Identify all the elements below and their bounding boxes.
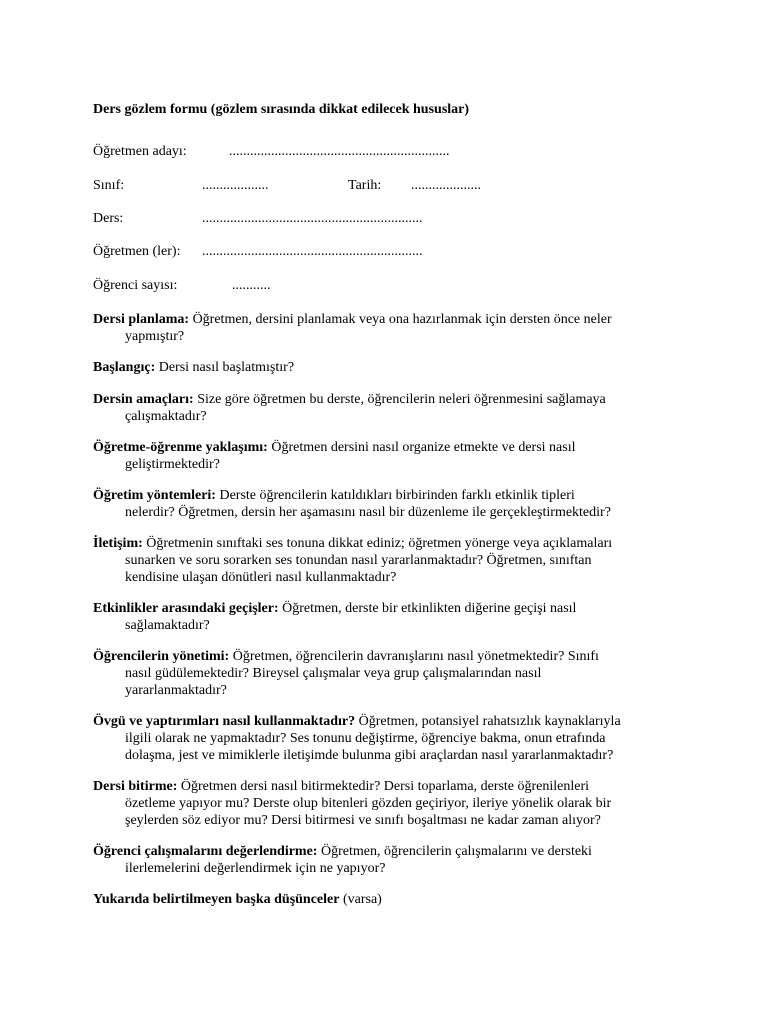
question-text: Öğretmen, öğrencilerin çalışmalarını ve dersteki [317,844,592,859]
teacher-candidate-label: Öğretmen adayı: [93,144,187,159]
form-title: Ders gözlem formu (gözlem sırasında dikkat edilecek hususlar) [93,102,470,117]
question-planning [93,311,683,345]
question-text-cont: özetleme yapıyor mu? Derste olup bitenleri gözden geçiriyor, ileriye yönelik olarak bir [125,796,612,811]
date-blank: .................... [411,178,481,193]
teacher-candidate-blank: ............................................................... [229,144,450,159]
question-label: İletişim: [93,536,143,551]
question-label: Öğretim yöntemleri: [93,488,216,503]
question-text: Öğretmenin sınıftaki ses tonuna dikkat ediniz; öğretmen yönerge veya açıklamaları [142,536,613,551]
class-label: Sınıf: [93,178,125,193]
question-label: Etkinlikler arasındaki geçişler: [93,601,279,616]
question-label: Öğrenci çalışmalarını değerlendirme: [93,844,318,859]
question-text: Öğretmen, potansiyel rahatsızlık kaynaklarıyla [355,714,621,729]
question-text: (varsa) [339,892,382,907]
student-count-label: Öğrenci sayısı: [93,278,178,293]
question-text: Öğretmen, öğrencilerin davranışlarını nasıl yönetmektedir? Sınıfı [229,649,599,664]
question-text: Öğretmen dersini nasıl organize etmekte ve dersi nasıl [267,440,576,455]
question-approach [93,439,683,473]
question-text-cont: çalışmaktadır? [125,409,207,424]
question-text-cont: yararlanmaktadır? [125,683,227,698]
question-text-cont: ilgili olarak ne yapmaktadır? Ses tonunu değiştirme, öğrenciye bakma, onun etrafında [125,731,606,746]
question-communication [93,535,683,586]
question-methods [93,487,683,521]
question-management [93,648,683,699]
question-text: Dersi nasıl başlatmıştır? [155,360,295,375]
date-label: Tarih: [348,178,382,193]
class-blank: ................... [202,178,269,193]
question-text: Öğretmen dersi nasıl bitirmektedir? Dersi toparlama, derste öğrenilenleri [177,779,590,794]
question-label: Dersi bitirme: [93,779,178,794]
question-text-cont: geliştirmektedir? [125,457,220,472]
question-label: Öğrencilerin yönetimi: [93,649,230,664]
question-evaluation [93,843,683,877]
question-text: Derste öğrencilerin katıldıkları birbirinden farklı etkinlik tipleri [215,488,575,503]
question-start [93,359,683,376]
question-closing [93,778,683,829]
question-label: Övgü ve yaptırımları nasıl kullanmaktadır? [93,714,356,729]
question-text-cont: şeylerden söz ediyor mu? Dersi bitirmesi ve sınıfı boşaltması ne kadar zaman alıyor? [125,813,601,828]
course-label: Ders: [93,211,124,226]
question-text-cont: kendisine ulaşan dönütleri nasıl kullanmaktadır? [125,570,397,585]
question-text-cont: ilerlemelerini değerlendirmek için ne yapıyor? [125,861,386,876]
question-text: Öğretmen, dersini planlamak veya ona hazırlanmak için dersten önce neler [189,312,612,327]
course-blank: ............................................................... [202,211,423,226]
question-text-cont: nelerdir? Öğretmen, dersin her aşamasını nasıl bir düzenleme ile gerçekleştirmektedir? [125,505,611,520]
question-text-cont: dolaşma, jest ve mimiklerle iletişimde bulunma gibi araçlardan nasıl yararlanmaktadır? [125,748,614,763]
question-label: Başlangıç: [93,360,156,375]
question-other [93,891,683,908]
teachers-blank: ............................................................... [202,244,423,259]
question-text: Size göre öğretmen bu derste, öğrencilerin neleri öğrenmesini sağlamaya [193,392,606,407]
question-label: Öğretme-öğrenme yaklaşımı: [93,440,268,455]
teachers-label: Öğretmen (ler): [93,244,181,259]
question-text-cont: yapmıştır? [125,329,185,344]
question-praise [93,713,683,764]
question-text-cont: sağlamaktadır? [125,618,210,633]
student-count-blank: ........... [232,278,271,293]
question-objectives [93,391,683,425]
question-text-cont: nasıl güdülemektedir? Bireysel çalışmalar veya grup çalışmalarından nasıl [125,666,542,681]
question-transitions [93,600,683,634]
question-label: Dersi planlama: [93,312,190,327]
question-text: Öğretmen, derste bir etkinlikten diğerine geçişi nasıl [278,601,577,616]
question-text-cont: sunarken ve soru sorarken ses tonundan nasıl yararlanmaktadır? Öğretmen, sınıftan [125,553,592,568]
question-label: Yukarıda belirtilmeyen başka düşünceler [93,892,340,907]
question-label: Dersin amaçları: [93,392,194,407]
